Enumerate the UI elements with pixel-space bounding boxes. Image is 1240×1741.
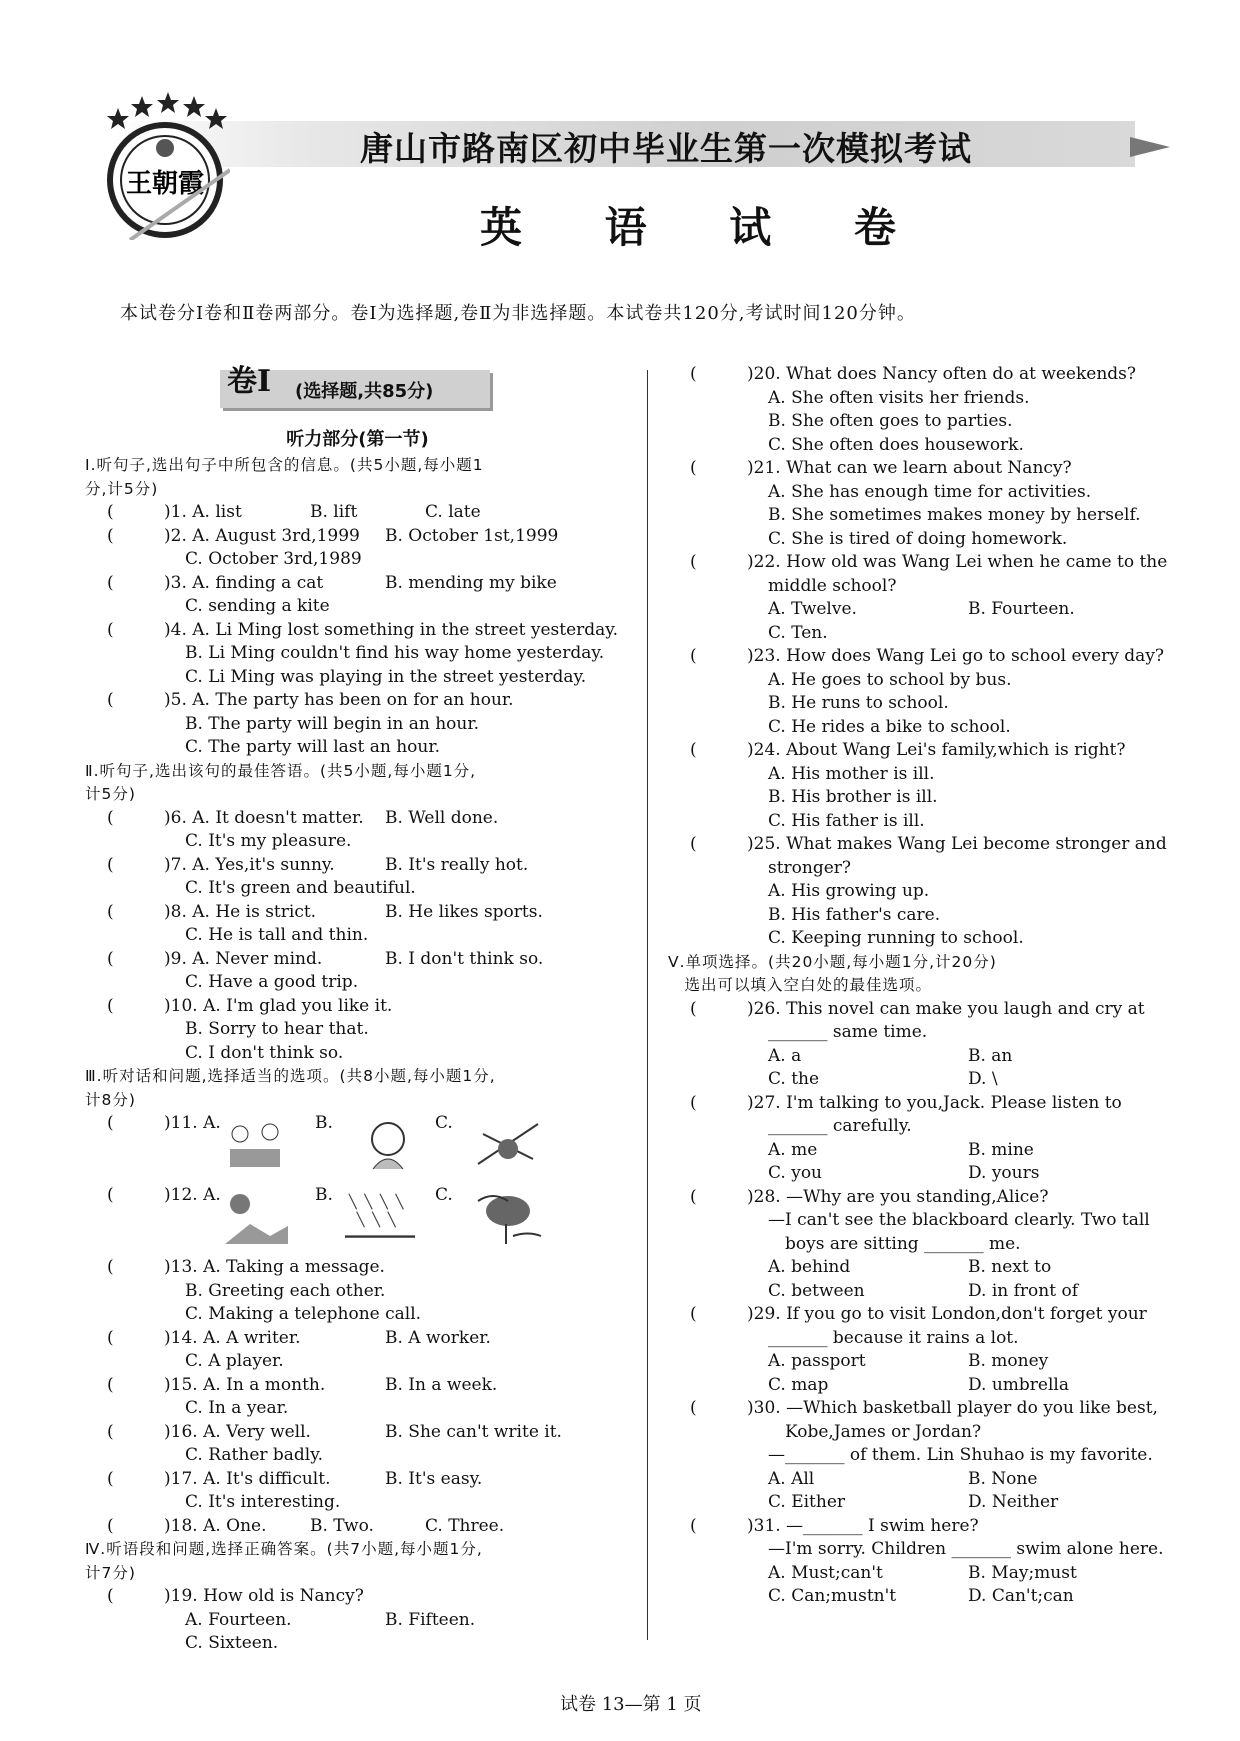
line-text: B. Li Ming couldn't find his way home yesterday. (185, 643, 605, 663)
picture-11b (353, 1114, 423, 1174)
question-line (85, 595, 630, 619)
question-line (668, 1327, 1213, 1351)
line-text: )7. A. Yes,it's sunny. (147, 854, 335, 875)
line-text: C. you (768, 1163, 822, 1183)
section-heading (668, 974, 1213, 998)
answer-bracket: ( (690, 552, 697, 572)
section-title: 卷Ⅰ (227, 364, 272, 399)
sun-icon (220, 1186, 290, 1246)
line-text: boys are sitting _______ me. (768, 1233, 1021, 1254)
answer-bracket: ( (107, 525, 114, 546)
line-text: )9. A. Never mind. (147, 948, 323, 969)
line-text: D. Can't;can (968, 1586, 1074, 1606)
line-text: B. He runs to school. (768, 693, 949, 713)
line-text: _______ same time. (768, 1022, 928, 1042)
question-line (668, 622, 1213, 646)
line-text: B. She can't write it. (385, 1421, 562, 1442)
question-line (85, 548, 630, 572)
line-text: )26. This novel can make you laugh and cry at (730, 998, 1145, 1019)
line-text: Kobe,James or Jordan? (768, 1421, 982, 1442)
logo-text: 王朝霞 (125, 169, 205, 199)
question-line (85, 1397, 630, 1421)
question-line (85, 666, 630, 690)
line-text: D. umbrella (968, 1374, 1069, 1395)
line-text: C. In a year. (185, 1398, 289, 1418)
line-text: )2. A. August 3rd,1999 (147, 525, 360, 546)
section-heading (85, 454, 630, 478)
answer-bracket: ( (107, 1468, 114, 1489)
question-list (85, 454, 630, 1112)
line-text: C. sending a kite (185, 596, 330, 616)
line-text: )15. A. In a month. (147, 1374, 326, 1395)
line-text: )17. A. It's difficult. (147, 1468, 331, 1489)
question-line (668, 833, 1213, 857)
line-text: )10. A. I'm glad you like it. (147, 995, 393, 1016)
answer-bracket: ( (690, 834, 697, 854)
question-line (668, 1233, 1213, 1257)
listening-title: 听力部分(第一节) (286, 429, 429, 450)
line-text: C. Keeping running to school. (768, 928, 1024, 948)
question-line (85, 501, 630, 525)
section-heading (85, 1562, 630, 1586)
answer-bracket: ( (690, 1092, 697, 1113)
line-text: C. A player. (185, 1351, 284, 1371)
question-line (85, 572, 630, 596)
line-text: 计5分) (85, 785, 136, 803)
line-text: —_______ of them. Lin Shuhao is my favorite. (768, 1445, 1153, 1465)
line-text: A. passport (768, 1351, 866, 1371)
line-text: 计7分) (85, 1563, 136, 1582)
picture-11a (220, 1114, 290, 1174)
line-text: )6. A. It doesn't matter. (147, 807, 364, 828)
line-text: C. It's green and beautiful. (185, 878, 416, 898)
line-text: C. Ten. (768, 622, 828, 643)
line-text: C. late (425, 502, 481, 522)
answer-bracket: ( (107, 502, 114, 522)
question-line (85, 877, 630, 901)
answer-bracket: ( (107, 1421, 114, 1442)
column-divider (647, 370, 648, 1640)
question-line (668, 1538, 1213, 1562)
line-text: —I can't see the blackboard clearly. Two tall (768, 1210, 1150, 1230)
line-text: C. It's my pleasure. (185, 831, 352, 851)
line-text: C. Rather badly. (185, 1445, 323, 1465)
question-line (668, 1303, 1213, 1327)
question-line (668, 669, 1213, 693)
line-text: )20. What does Nancy often do at weekends? (730, 364, 1137, 384)
question-line (668, 1115, 1213, 1139)
answer-bracket: ( (107, 995, 114, 1016)
question-line (668, 1186, 1213, 1210)
line-text: B. She often goes to parties. (768, 411, 1013, 431)
line-text: B. His brother is ill. (768, 787, 938, 807)
question-line (85, 901, 630, 925)
line-text: 分,计5分) (85, 479, 159, 498)
line-text: B. Fourteen. (968, 599, 1075, 619)
section-heading (85, 1089, 630, 1113)
line-text: )18. A. One. (147, 1515, 267, 1536)
line-text: A. Fourteen. (185, 1609, 292, 1630)
question-line (668, 387, 1213, 411)
line-text: stronger? (768, 857, 852, 878)
question-line (85, 1280, 630, 1304)
question-line (668, 904, 1213, 928)
section-subtitle: (选择题,共85分) (295, 381, 434, 402)
line-text: B. It's easy. (385, 1468, 483, 1489)
question-line (668, 645, 1213, 669)
question-line (668, 998, 1213, 1022)
line-text: _______ carefully. (768, 1116, 912, 1136)
exam-instructions: 本试卷分Ⅰ卷和Ⅱ卷两部分。卷Ⅰ为选择题,卷Ⅱ为非选择题。本试卷共120分,考试时间120分钟。 (120, 303, 916, 324)
question-line (668, 457, 1213, 481)
line-text: C. Li Ming was playing in the street yesterday. (185, 666, 587, 687)
answer-bracket: ( (107, 901, 114, 922)
page-footer: 试卷 13—第 1 页 (560, 1694, 702, 1715)
question-line (668, 1280, 1213, 1304)
line-text: )16. A. Very well. (147, 1421, 311, 1442)
question-12-row: ( )12. A. B. C. (85, 1184, 630, 1256)
publisher-logo (100, 90, 230, 240)
question-line (668, 1162, 1213, 1186)
wind-icon (473, 1186, 543, 1246)
question-line (85, 1256, 630, 1280)
line-text: C. He is tall and thin. (185, 925, 369, 945)
question-line (668, 504, 1213, 528)
section-header-paper-1 (85, 364, 630, 428)
question-line (85, 807, 630, 831)
question-line (668, 1021, 1213, 1045)
question-line (668, 810, 1213, 834)
line-text: )5. A. The party has been on for an hour. (147, 690, 514, 710)
line-text: C. map (768, 1374, 829, 1395)
line-text: A. She has enough time for activities. (768, 481, 1092, 502)
answer-bracket: ( (690, 458, 697, 478)
section-heading (85, 783, 630, 807)
section-heading (85, 760, 630, 784)
question-line (85, 1327, 630, 1351)
line-text: C. Either (768, 1492, 846, 1512)
line-text: )25. What makes Wang Lei become stronger and (730, 834, 1167, 854)
question-line (668, 1045, 1213, 1069)
question-line (85, 830, 630, 854)
section-heading (85, 1538, 630, 1562)
line-text: C. Three. (425, 1515, 505, 1536)
line-text: )27. I'm talking to you,Jack. Please listen to (730, 1092, 1122, 1113)
line-text: )23. How does Wang Lei go to school every day? (730, 646, 1165, 666)
line-text: —I'm sorry. Children _______ swim alone here. (768, 1539, 1164, 1559)
question-line (85, 642, 630, 666)
line-text: A. a (768, 1045, 802, 1066)
line-text: C. between (768, 1280, 865, 1301)
question-line (668, 410, 1213, 434)
question-line (85, 689, 630, 713)
question-line (668, 1491, 1213, 1515)
line-text: B. Well done. (385, 807, 499, 828)
line-text: Ⅱ.听句子,选出该句的最佳答语。(共5小题,每小题1分, (85, 761, 477, 780)
left-column (85, 364, 630, 1656)
question-line (668, 1585, 1213, 1609)
question-line (668, 1444, 1213, 1468)
question-line (668, 927, 1213, 951)
line-text: )31. —_______ I swim here? (730, 1515, 979, 1536)
section-heading (85, 478, 630, 502)
question-line (85, 619, 630, 643)
question-line (668, 786, 1213, 810)
line-text: B. Greeting each other. (185, 1280, 386, 1301)
line-text: B. an (968, 1045, 1013, 1066)
question-line (85, 1609, 630, 1633)
answer-bracket: ( (107, 1327, 114, 1348)
question-line (85, 1374, 630, 1398)
question-line (85, 1350, 630, 1374)
answer-bracket: ( (107, 1374, 114, 1395)
question-line (668, 1421, 1213, 1445)
line-text: C. Making a telephone call. (185, 1304, 422, 1324)
line-text: _______ because it rains a lot. (768, 1327, 1019, 1348)
question-line (668, 363, 1213, 387)
question-line (668, 1256, 1213, 1280)
question-line (668, 1092, 1213, 1116)
question-line (85, 1421, 630, 1445)
line-text: B. She sometimes makes money by herself. (768, 505, 1141, 525)
answer-bracket: ( (690, 1304, 697, 1324)
line-text: A. Twelve. (768, 599, 857, 619)
question-line (668, 880, 1213, 904)
line-text: B. I don't think so. (385, 948, 544, 969)
line-text: C. I don't think so. (185, 1042, 344, 1063)
question-line (85, 1515, 630, 1539)
answer-bracket: ( (690, 740, 697, 760)
line-text: B. It's really hot. (385, 854, 529, 875)
question-line (668, 551, 1213, 575)
line-text: Ⅰ.听句子,选出句子中所包含的信息。(共5小题,每小题1 (85, 456, 484, 474)
question-line (85, 995, 630, 1019)
question-line (85, 1468, 630, 1492)
line-text: A. His growing up. (768, 881, 930, 901)
line-text: B. His father's care. (768, 904, 941, 925)
question-line (668, 575, 1213, 599)
question-line (668, 528, 1213, 552)
answer-bracket: ( (107, 572, 114, 593)
line-text: Ⅳ.听语段和问题,选择正确答案。(共7小题,每小题1分, (85, 1540, 483, 1558)
line-text: B. Two. (310, 1515, 374, 1536)
line-text: D. \ (968, 1069, 998, 1089)
line-text: A. He goes to school by bus. (768, 669, 1012, 690)
line-text: A. All (768, 1468, 815, 1489)
line-text: A. behind (768, 1257, 851, 1277)
question-line (85, 525, 630, 549)
line-text: Ⅲ.听对话和问题,选择适当的选项。(共8小题,每小题1分, (85, 1067, 496, 1085)
answer-bracket: ( (690, 998, 697, 1019)
line-text: B. Fifteen. (385, 1609, 476, 1630)
question-line (668, 1350, 1213, 1374)
question-line (85, 1585, 630, 1609)
line-text: B. mending my bike (385, 572, 557, 593)
line-text: Ⅴ.单项选择。(共20小题,每小题1分,计20分) (668, 952, 997, 971)
line-text: B. A worker. (385, 1327, 491, 1348)
answer-bracket: ( (690, 1186, 697, 1207)
question-line (668, 739, 1213, 763)
line-text: C. He rides a bike to school. (768, 716, 1011, 737)
line-text: C. It's interesting. (185, 1492, 341, 1512)
line-text: B. In a week. (385, 1374, 498, 1395)
question-line (668, 763, 1213, 787)
line-text: C. Can;mustn't (768, 1586, 897, 1606)
question-line (668, 1562, 1213, 1586)
question-11-row: ( )11. A. B. C. (85, 1112, 630, 1184)
answer-bracket: ( (107, 619, 114, 640)
answer-bracket: ( (690, 646, 697, 666)
line-text: C. October 3rd,1989 (185, 549, 362, 569)
line-text: middle school? (768, 575, 897, 596)
line-text: )22. How old was Wang Lei when he came to the (730, 552, 1168, 572)
answer-bracket: ( (107, 1515, 114, 1536)
answer-bracket: ( (107, 854, 114, 875)
line-text: B. Sorry to hear that. (185, 1019, 369, 1039)
answer-bracket: ( (107, 807, 114, 828)
answer-bracket: ( (107, 690, 114, 710)
question-line (668, 434, 1213, 458)
line-text: )21. What can we learn about Nancy? (730, 458, 1072, 478)
line-text: D. Neither (968, 1492, 1059, 1512)
question-line (85, 948, 630, 972)
line-text: A. me (768, 1139, 818, 1160)
line-text: )3. A. finding a cat (147, 572, 324, 593)
question-list-right (668, 363, 1213, 1609)
question-line (85, 1444, 630, 1468)
line-text: B. October 1st,1999 (385, 525, 559, 546)
line-text: B. money (968, 1351, 1049, 1371)
picture-11c (473, 1114, 543, 1174)
line-text: C. Sixteen. (185, 1633, 279, 1653)
exam-title: 唐山市路南区初中毕业生第一次模拟考试 (360, 129, 972, 168)
line-text: A. His mother is ill. (768, 763, 935, 784)
line-text: B. next to (968, 1257, 1052, 1277)
section-heading (85, 1065, 630, 1089)
question-line (668, 1374, 1213, 1398)
line-text: )1. A. list (147, 502, 242, 522)
banner-arrow-icon (1130, 137, 1170, 157)
question-line (668, 857, 1213, 881)
question-line (668, 598, 1213, 622)
answer-bracket: ( (107, 1586, 114, 1606)
rain-icon (345, 1184, 415, 1244)
line-text: )24. About Wang Lei's family,which is right? (730, 740, 1126, 760)
question-line (668, 481, 1213, 505)
line-text: C. His father is ill. (768, 810, 925, 831)
line-text: )28. —Why are you standing,Alice? (730, 1186, 1049, 1207)
line-text: C. She is tired of doing homework. (768, 528, 1068, 549)
line-text: )4. A. Li Ming lost something in the street yesterday. (147, 619, 619, 640)
line-text: )29. If you go to visit London,don't forget your (730, 1304, 1147, 1324)
question-line (668, 1515, 1213, 1539)
line-text: )19. How old is Nancy? (147, 1586, 364, 1606)
question-line (85, 1042, 630, 1066)
question-line (85, 924, 630, 948)
question-line (668, 692, 1213, 716)
question-line (85, 1018, 630, 1042)
question-line (668, 1209, 1213, 1233)
line-text: C. The party will last an hour. (185, 737, 441, 757)
line-text: B. The party will begin in an hour. (185, 713, 479, 734)
question-line (85, 1632, 630, 1656)
line-text: D. yours (968, 1163, 1040, 1183)
answer-bracket: ( (690, 1398, 697, 1418)
line-text: )30. —Which basketball player do you like best, (730, 1398, 1158, 1418)
question-line (668, 716, 1213, 740)
question-line (668, 1397, 1213, 1421)
line-text: B. mine (968, 1139, 1034, 1160)
answer-bracket: ( (107, 948, 114, 969)
line-text: )14. A. A writer. (147, 1327, 301, 1348)
line-text: )13. A. Taking a message. (147, 1257, 385, 1277)
line-text: )8. A. He is strict. (147, 901, 317, 922)
line-text: A. She often visits her friends. (768, 387, 1030, 408)
line-text: B. lift (310, 502, 358, 522)
answer-bracket: ( (107, 1257, 114, 1277)
question-line (85, 854, 630, 878)
line-text: B. He likes sports. (385, 901, 543, 922)
section-heading (668, 951, 1213, 975)
line-text: C. Have a good trip. (185, 972, 359, 992)
question-line (85, 736, 630, 760)
question-line (85, 1491, 630, 1515)
line-text: B. May;must (968, 1562, 1077, 1583)
question-line (85, 713, 630, 737)
line-text: C. She often does housework. (768, 434, 1024, 455)
line-text: 选出可以填入空白处的最佳选项。 (668, 976, 933, 994)
question-line (85, 1303, 630, 1327)
line-text: D. in front of (968, 1280, 1078, 1301)
answer-bracket: ( (690, 1515, 697, 1536)
line-text: 计8分) (85, 1090, 136, 1109)
question-line (85, 971, 630, 995)
question-line (668, 1068, 1213, 1092)
question-line (668, 1468, 1213, 1492)
question-line (668, 1139, 1213, 1163)
exam-subtitle: 英 语 试 卷 (480, 203, 930, 252)
right-column (668, 363, 1213, 1609)
line-text: C. the (768, 1069, 820, 1089)
answer-bracket: ( (690, 364, 697, 384)
question-list-2 (85, 1256, 630, 1656)
line-text: A. Must;can't (768, 1562, 883, 1583)
line-text: B. None (968, 1468, 1038, 1489)
